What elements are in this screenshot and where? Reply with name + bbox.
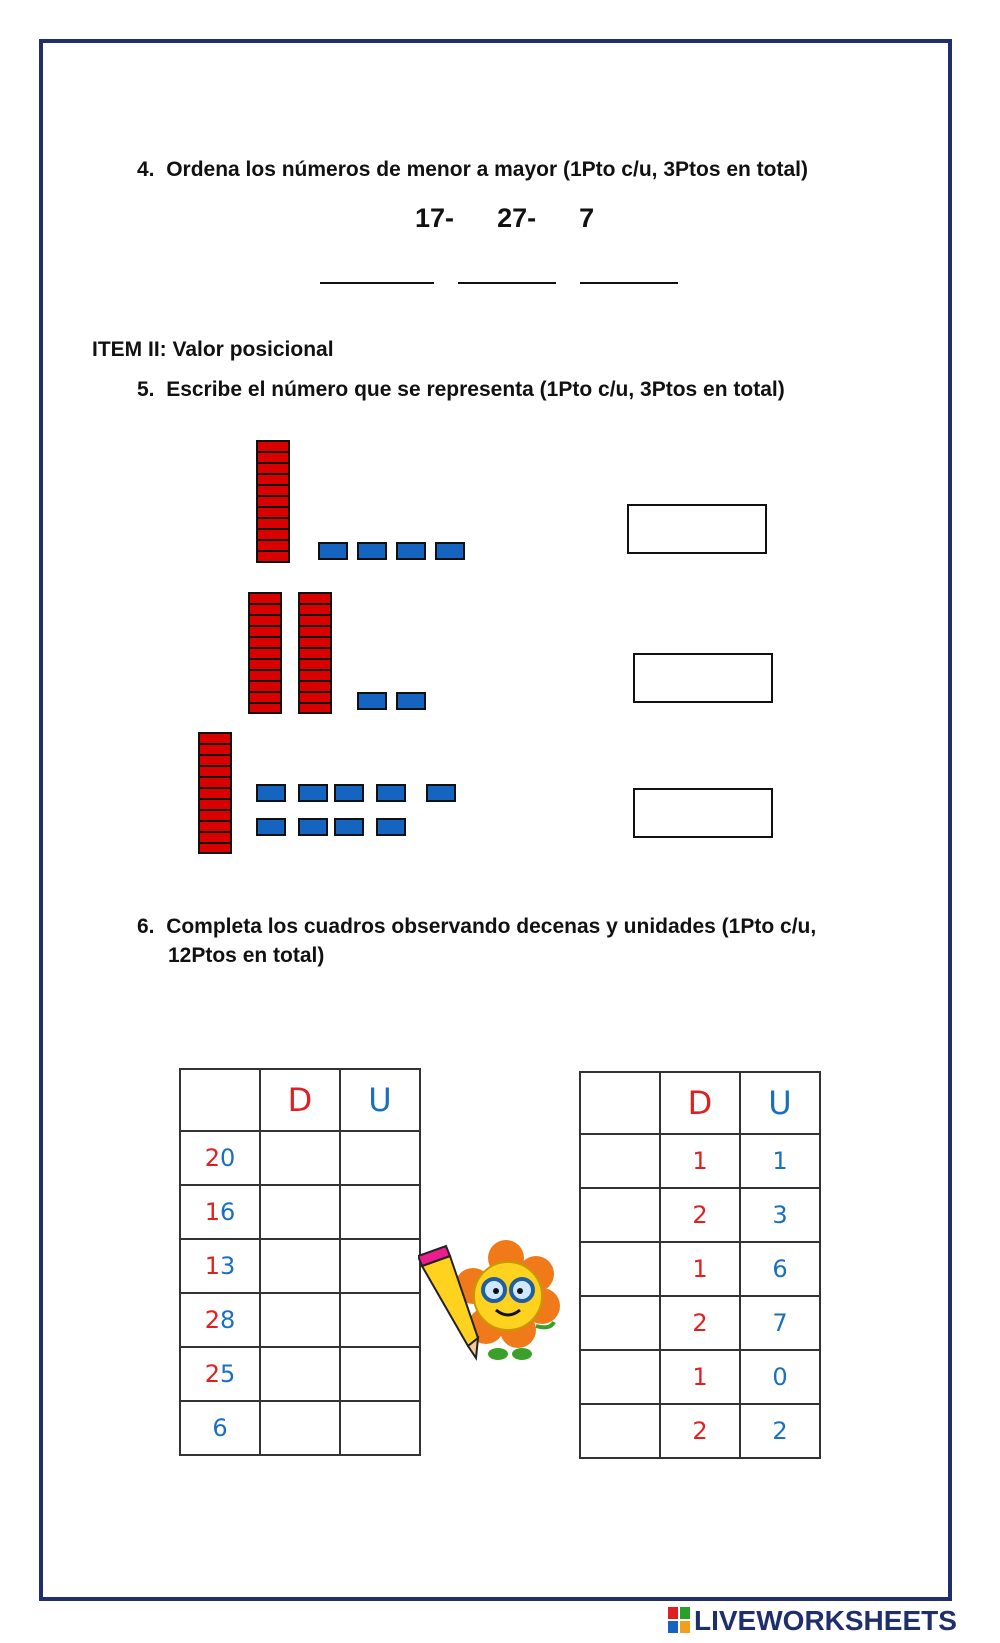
tens-value: 1 (660, 1350, 740, 1404)
question-5-number: 5. (137, 378, 155, 401)
units-input-cell[interactable] (340, 1401, 420, 1455)
question-4-text: Ordena los números de menor a mayor (1Pto c/u, 3Ptos en total) (166, 158, 808, 181)
ten-rod (298, 592, 332, 714)
answer-blank-1[interactable] (320, 282, 434, 284)
units-value: 3 (740, 1188, 820, 1242)
tens-value: 1 (660, 1134, 740, 1188)
unit-cube (256, 818, 286, 836)
number-cell: 16 (180, 1185, 260, 1239)
units-input-cell[interactable] (340, 1293, 420, 1347)
numbers-to-order (415, 203, 594, 234)
units-input-cell[interactable] (340, 1347, 420, 1401)
answer-blank-3[interactable] (580, 282, 678, 284)
header-cell (180, 1069, 260, 1131)
number-input-cell[interactable] (580, 1188, 660, 1242)
tens-input-cell[interactable] (260, 1293, 340, 1347)
unit-cube (376, 818, 406, 836)
number-input-cell[interactable] (580, 1296, 660, 1350)
number-item: 17- (415, 203, 455, 233)
units-value: 0 (740, 1350, 820, 1404)
ten-rod (256, 440, 290, 563)
unit-cube (318, 542, 348, 560)
question-6-text-line2: 12Ptos en total) (168, 944, 325, 967)
number-input-cell[interactable] (580, 1134, 660, 1188)
answer-blank-2[interactable] (458, 282, 556, 284)
number-cell: 28 (180, 1293, 260, 1347)
left-table (179, 1068, 421, 1456)
unit-cube (426, 784, 456, 802)
tens-input-cell[interactable] (260, 1347, 340, 1401)
unit-cube (334, 784, 364, 802)
question-5 (137, 378, 785, 402)
header-cell (580, 1072, 660, 1134)
question-4 (137, 158, 808, 182)
number-cell: 25 (180, 1347, 260, 1401)
units-input-cell[interactable] (340, 1185, 420, 1239)
tens-value: 1 (660, 1242, 740, 1296)
unit-cube (396, 542, 426, 560)
number-item: 27- (497, 203, 537, 233)
unit-cube (298, 818, 328, 836)
tens-input-cell[interactable] (260, 1131, 340, 1185)
question-6-text-line1: Completa los cuadros observando decenas y unidades (1Pto c/u, (166, 915, 817, 938)
ten-rod (248, 592, 282, 714)
unit-cube (376, 784, 406, 802)
units-input-cell[interactable] (340, 1239, 420, 1293)
number-item: 7 (579, 203, 595, 233)
number-input-cell[interactable] (580, 1350, 660, 1404)
header-u: U (340, 1069, 420, 1131)
header-d: D (260, 1069, 340, 1131)
question-5-text: Escribe el número que se representa (1Pto c/u, 3Ptos en total) (166, 378, 785, 401)
tens-value: 2 (660, 1404, 740, 1458)
units-value: 2 (740, 1404, 820, 1458)
tens-input-cell[interactable] (260, 1239, 340, 1293)
number-input-cell[interactable] (580, 1404, 660, 1458)
right-table (579, 1071, 821, 1459)
header-d: D (660, 1072, 740, 1134)
unit-cube (334, 818, 364, 836)
question-6-number: 6. (137, 915, 155, 938)
question-6 (137, 912, 816, 970)
flower-pencil-illustration (418, 1218, 578, 1368)
units-value: 6 (740, 1242, 820, 1296)
item-2-title: ITEM II: Valor posicional (92, 338, 334, 361)
ten-rod (198, 732, 232, 854)
tens-input-cell[interactable] (260, 1185, 340, 1239)
answer-box-2[interactable] (633, 653, 773, 703)
units-value: 1 (740, 1134, 820, 1188)
unit-cube (396, 692, 426, 710)
tens-value: 2 (660, 1296, 740, 1350)
units-value: 7 (740, 1296, 820, 1350)
unit-cube (357, 692, 387, 710)
question-4-number: 4. (137, 158, 155, 181)
answer-box-3[interactable] (633, 788, 773, 838)
units-input-cell[interactable] (340, 1131, 420, 1185)
tens-input-cell[interactable] (260, 1401, 340, 1455)
answer-box-1[interactable] (627, 504, 767, 554)
unit-cube (357, 542, 387, 560)
number-cell: 6 (180, 1401, 260, 1455)
number-input-cell[interactable] (580, 1242, 660, 1296)
number-cell: 20 (180, 1131, 260, 1185)
unit-cube (256, 784, 286, 802)
liveworksheets-logo-icon (668, 1607, 690, 1633)
number-cell: 13 (180, 1239, 260, 1293)
header-u: U (740, 1072, 820, 1134)
tens-value: 2 (660, 1188, 740, 1242)
unit-cube (298, 784, 328, 802)
unit-cube (435, 542, 465, 560)
liveworksheets-brand: LIVEWORKSHEETS (694, 1605, 957, 1636)
